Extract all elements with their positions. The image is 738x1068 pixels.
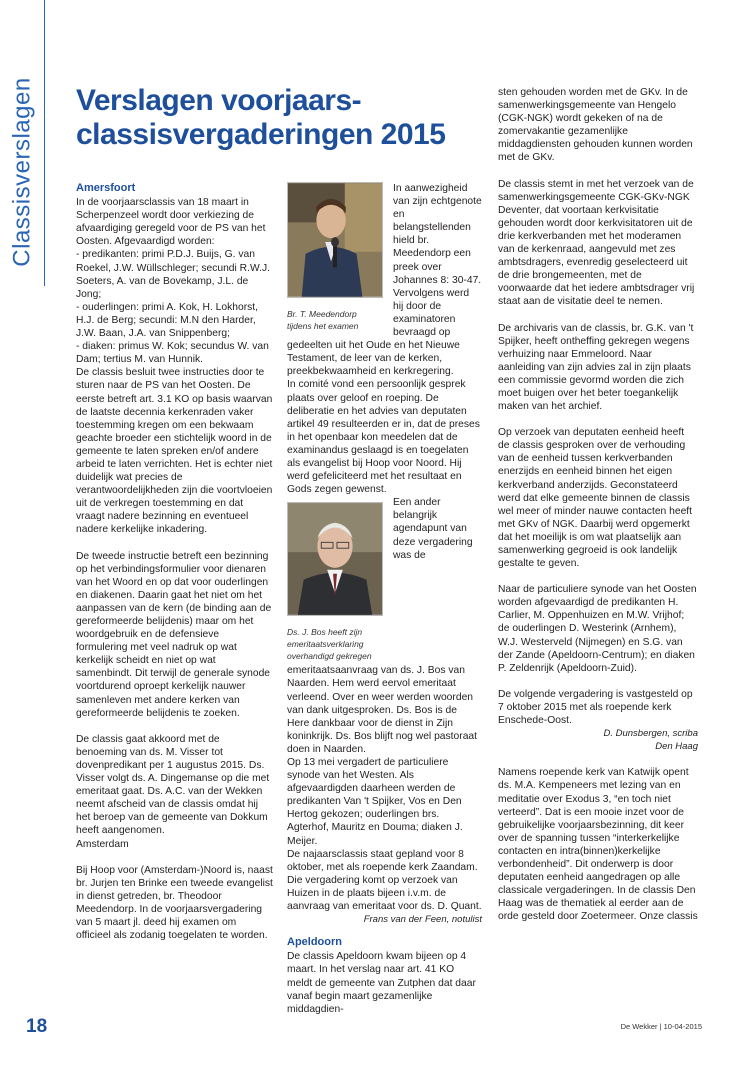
- photo-caption: Br. T. Meedendorp tijdens het examen: [287, 309, 359, 332]
- paragraph: In de voorjaarsclassis van 18 maart in Scherpenzeel wordt door verkiezing de afvaardiging geregeld voor de PS van het Oosten. Afgevaardigd worden:: [76, 197, 266, 248]
- paragraph: De najaarsclassis staat gepland voor 8 oktober, met als roepende kerk Zaandam. Die vergadering komt op verzoek van Huizen in de plaats bijeen i.v.m. de aanvraag van emeritaat voor ds. D. Quant.: [287, 848, 482, 913]
- paragraph: De classis besluit twee instructies door te sturen naar de PS van het Oosten. De eerste betreft art. 3.1 KO op basis waarvan de laatste decennia kerkenraden vaker toestemming kregen om een bekwaam geachte broeder een stichtelijk woord in de gemeente te laten spreken en/of andere arbeid te laten verrichten. Het is echter niet duidelijk wat precies de verantwoordelijkheden zijn die voortvloeien uit de verkregen toestemming en dat vraagt nadere bezinning en eventueel nadere kerkelijke inkadering.: [76, 367, 273, 536]
- article-title: Verslagen voorjaars-classisvergaderingen 2015: [76, 84, 446, 151]
- paragraph: Een ander belangrijk agendapunt van deze vergadering was de emeritaatsaanvraag van ds. J. Bos van Naarden. Hem werd eervol emeritaat verleend. Over en weer werden woorden van dank uitgesproken. Ds. Bos is de Here dankbaar voor de dienst in Zijn koninkrijk. Ds. Bos blijft nog wel pastoraat doen in Naarden.: [287, 497, 478, 755]
- page-number: 18: [26, 1016, 48, 1037]
- paragraph: De classis gaat akkoord met de benoeming van ds. M. Visser tot dovenpredikant per 1 augustus 2015. Ds. Visser volgt ds. A. Dingemanse op die met emeritaat gaat. Ds. A.C. van der Wekken neemt afscheid van de classis omdat hij het beroep van de gemeente van Dokkum heeft aangenomen.: [76, 733, 270, 837]
- paragraph: De archivaris van de classis, br. G.K. van 't Spijker, heeft ontheffing gekregen wegens verhuizing naar Emmeloord. Naar aanleiding van zijn advies zal in zijn plaats een commissie gevormd worden die zich moet buigen over het beter toegankelijk maken van het archief.: [498, 322, 694, 413]
- signature: Frans van der Feen, notulist: [363, 914, 482, 926]
- paragraph: Bij Hoop voor (Amsterdam-)Noord is, naast br. Jurjen ten Brinke een tweede evangelist in dienst getreden, br. Theodoor Meedendorp. In de voorjaarsvergadering van 5 maart jl. deed hij examen om officieel als zodanig toegelaten te worden.: [76, 864, 273, 942]
- paragraph: De tweede instructie betreft een bezinning op het verbindingsformulier voor dienaren van het Woord en op dat voor ouderlingen en diakenen. Daarin gaat het niet om het aanpassen van de kern (de binding aan de gereformeerde belijdenis) maar om het woordgebruik en de defensieve formulering met veel nadruk op wat kerkelijk scheidt en niet op wat samenbindt. Dit terwijl de generale synode voortdurend oproept kerkelijk nauwer samenleven met andere kerken van gereformeerde belijdenis te zoeken.: [76, 550, 272, 719]
- paragraph: Amsterdam: [76, 838, 129, 850]
- paragraph: Op verzoek van deputaten eenheid heeft de classis gesproken over de verhouding van de eenheid tussen kerkverbanden enerzijds en eenheid binnen het eigen kerkverband anderzijds. Geconstateerd werd dat elke gemeente binnen de classis wel meer of minder nauwe contacten heeft met GKv of NGK. Daarbij werd opgemerkt dat het moeilijk is om wat plaatselijk aan samenwerking gegroeid is ook landelijk gestalte te geven.: [498, 427, 693, 570]
- paragraph: Namens roepende kerk van Katwijk opent ds. M.A. Kempeneers met lezing van en meditatie over Exodus 3, “en toch niet verteerd”. Dat is een mooie inzet voor de gebruikelijke voorjaarsbezinning, dit keer over de spanning tussen “interkerkelijke contacten en intra(binnen)kerkelijke verbondenheid”. Dit onderwerp is door deputaten eenheid aangedragen op alle classicale vergaderingen. In de classis Den Haag was de thematiek al eerder aan de orde gesteld door Zoetermeer. Onze classis: [498, 767, 698, 923]
- column-1: [76, 182, 273, 955]
- column-2: [287, 182, 482, 1029]
- section-divider: [44, 0, 45, 286]
- paragraph: - diaken: primus W. Kok; secundus W. van Dam; tertius M. van Hunnik.: [76, 341, 269, 366]
- signature: D. Dunsbergen, scriba: [603, 728, 698, 740]
- photo-meedendorp: [287, 182, 383, 332]
- paragraph: Op 13 mei vergadert de particuliere synode van het Westen. Als afgevaardigden daarheen werden de predikanten Van 't Spijker, Vos en Den Hertog gekozen; ouderlingen brs. Agterhof, Mauritz en Douma; diaken J. Meijer.: [287, 757, 463, 847]
- paragraph: sten gehouden worden met de GKv. In de samenwerkingsgemeente van Hengelo (CGK-NGK) wordt gekeken of na de zomervakantie gezamenlijke middagdiensten gehouden kunnen worden met de GKv.: [498, 87, 693, 164]
- paragraph: - predikanten: primi P.D.J. Buijs, G. van Roekel, J.W. Wüllschleger; secundi R.W.J. Soeters, A. van de Bovekamp, J.L. de Jong;: [76, 249, 270, 300]
- paragraph: De volgende vergadering is vastgesteld op 7 oktober 2015 met als roepende kerk Enschede-Oost.: [498, 688, 693, 727]
- paragraph: Naar de particuliere synode van het Oosten worden afgevaardigd de predikanten H. Carlier, M. Oppenhuizen en M.W. Vrijhof; de ouderlingen D. Westerink (Arnhem), W.J. Westerveld (Nijmegen) en S.G. van der Zande (Apeldoorn-Centrum); en diaken P. Zeldenrijk (Apeldoorn-Zuid).: [498, 584, 697, 674]
- column-3: [498, 86, 698, 936]
- heading-apeldoorn: Apeldoorn: [287, 936, 342, 949]
- heading-amersfoort: Amersfoort: [76, 182, 136, 194]
- paragraph: De classis Apeldoorn kwam bijeen op 4 maart. In het verslag naar art. 41 KO meldt de gemeente van Zutphen dat daar vanaf begin maart gezamenlijke middagdien-: [287, 951, 476, 1015]
- publication-info: De Wekker | 10-04-2015: [620, 1022, 702, 1031]
- photo-caption: Ds. J. Bos heeft zijn emeritaatsverklaring overhandigd gekregen: [287, 627, 372, 662]
- photo-bos: [287, 502, 383, 662]
- paragraph: In comité vond een persoonlijk gesprek plaats over geloof en roeping. De deliberatie en het advies van deputaten artikel 49 resulteerden er in, dat de preses in het openbaar kon meedelen dat de examinandus geslaagd is en toegelaten als evangelist bij Hoop voor Noord. Hij werd gefeliciteerd met het resultaat en Gods zegen gewenst.: [287, 379, 480, 496]
- photo-bos-image: [287, 502, 383, 616]
- section-label: Classisverslagen: [9, 77, 36, 267]
- signature-place: Den Haag: [655, 741, 698, 753]
- paragraph: - ouderlingen: primi A. Kok, H. Lokhorst, H.J. de Berg; secundi: M.N den Harder, J.W. Baan, J.A. van Snippenberg;: [76, 301, 258, 340]
- paragraph: In aanwezigheid van zijn echtgenote en belangstellenden hield br. Meedendorp een preek over Johannes 8: 30-47. Vervolgens werd hij door de examinatoren bevraagd op gedeelten uit het Oude en het Nieuwe Testament, de leer van de kerken, preekbekwaamheid en kerkregering.: [287, 183, 482, 378]
- photo-meedendorp-image: [287, 182, 383, 298]
- paragraph: De classis stemt in met het verzoek van de samenwerkingsgemeente CGK-GKv-NGK Deventer, dat voortaan kerkvisitatie gehouden wordt door kerkvisitatoren uit de drie kerkverbanden met het moderamen van de kerkenraad, aangevuld met zes ambtsdragers, evenredig geselecteerd uit de drie brongemeenten, met de voorwaarde dat het iedere ambtsdrager vrij staat aan de visitatie deel te nemen.: [498, 178, 695, 308]
